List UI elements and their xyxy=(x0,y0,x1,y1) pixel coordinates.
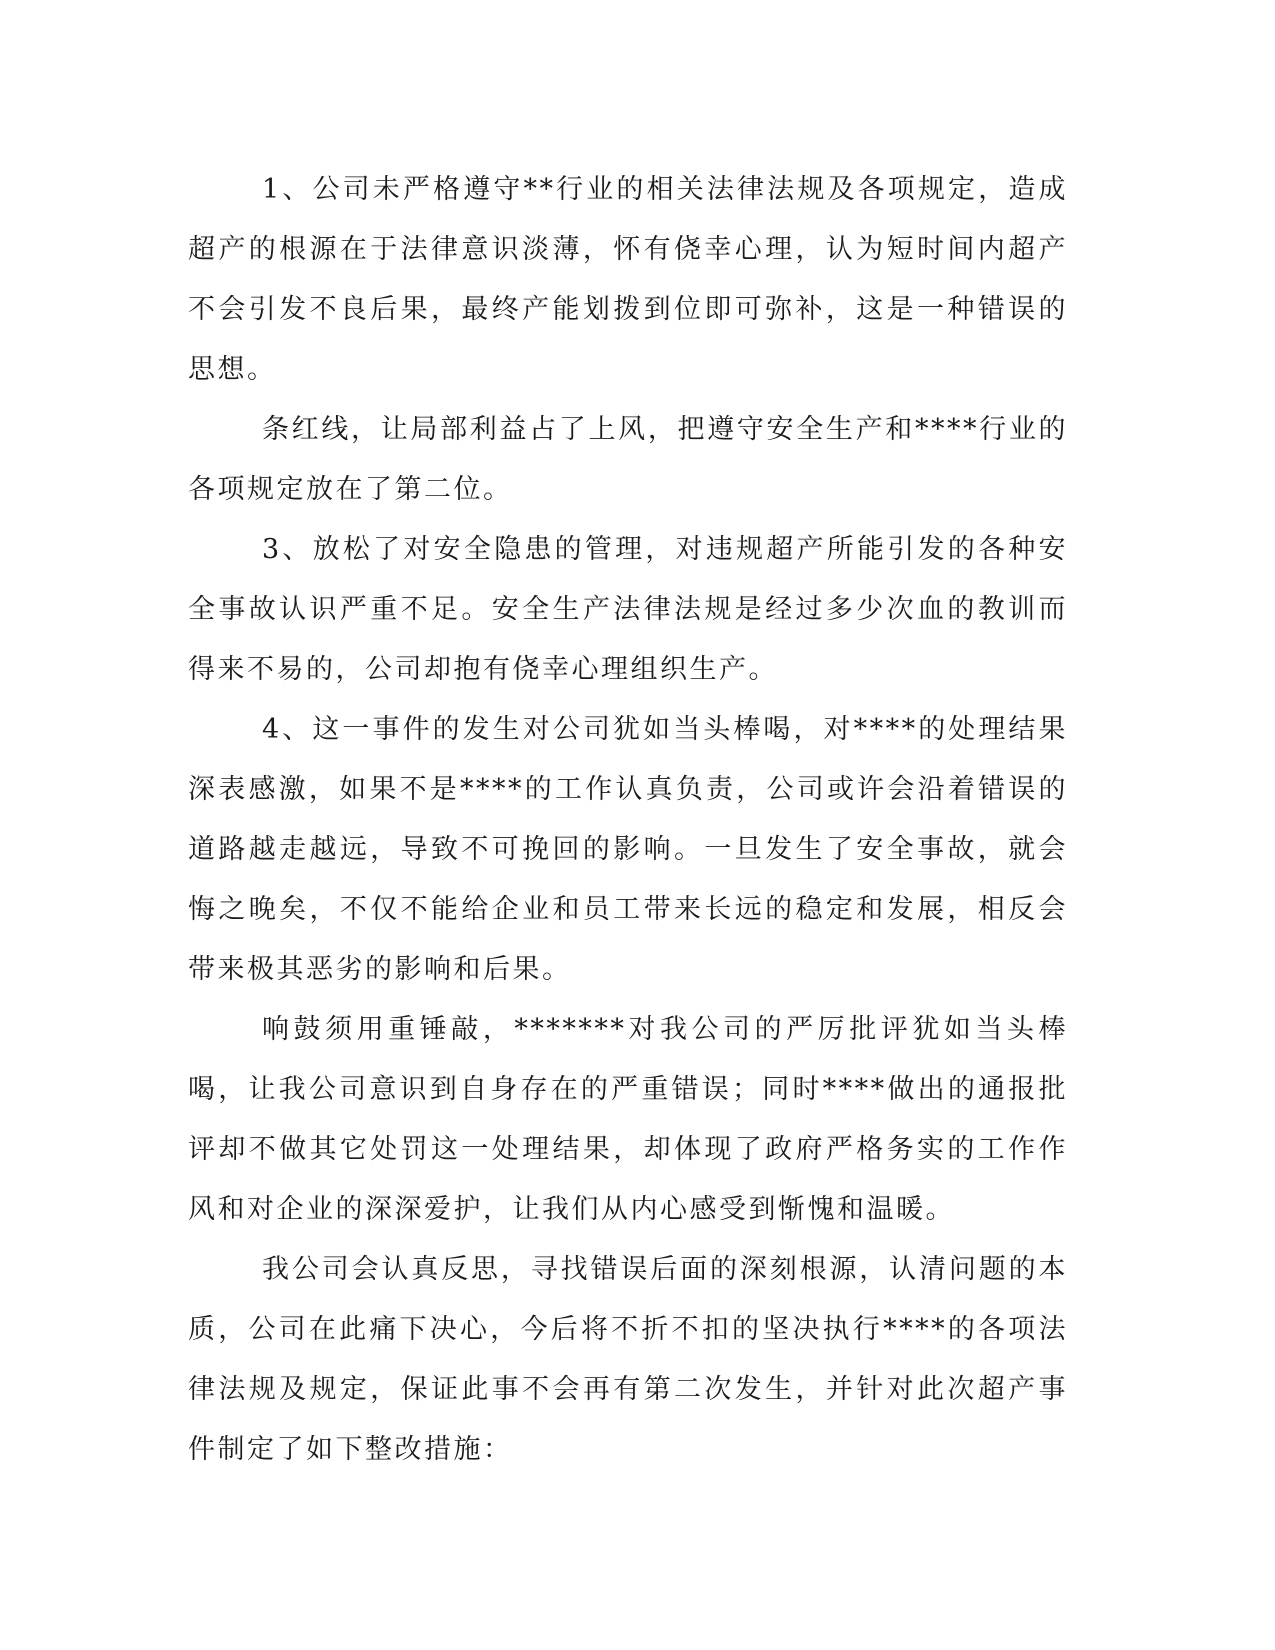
document-body xyxy=(188,160,1068,1480)
paragraph-5: 响鼓须用重锤敲，*******对我公司的严厉批评犹如当头棒喝，让我公司意识到自身存在的严重错误；同时****做出的通报批评却不做其它处罚这一处理结果，却体现了政府严格务实的工作作风和对企业的深深爱护，让我们从内心感受到惭愧和温暖。 xyxy=(188,1014,1068,1225)
paragraph-2: 条红线，让局部利益占了上风，把遵守安全生产和****行业的各项规定放在了第二位。 xyxy=(188,414,1068,505)
paragraph-4: 4、这一事件的发生对公司犹如当头棒喝，对****的处理结果深表感激，如果不是****的工作认真负责，公司或许会沿着错误的道路越走越远，导致不可挽回的影响。一旦发生了安全事故，就会悔之晚矣，不仅不能给企业和员工带来长远的稳定和发展，相反会带来极其恶劣的影响和后果。 xyxy=(188,714,1068,985)
paragraph-3: 3、放松了对安全隐患的管理，对违规超产所能引发的各种安全事故认识严重不足。安全生产法律法规是经过多少次血的教训而得来不易的，公司却抱有侥幸心理组织生产。 xyxy=(188,534,1068,685)
paragraph-6: 我公司会认真反思，寻找错误后面的深刻根源，认清问题的本质，公司在此痛下决心，今后将不折不扣的坚决执行****的各项法律法规及规定，保证此事不会再有第二次发生，并针对此次超产事件制定了如下整改措施： xyxy=(188,1254,1068,1465)
paragraph-1: 1、公司未严格遵守**行业的相关法律法规及各项规定，造成超产的根源在于法律意识淡薄，怀有侥幸心理，认为短时间内超产不会引发不良后果，最终产能划拨到位即可弥补，这是一种错误的思想。 xyxy=(188,174,1068,385)
